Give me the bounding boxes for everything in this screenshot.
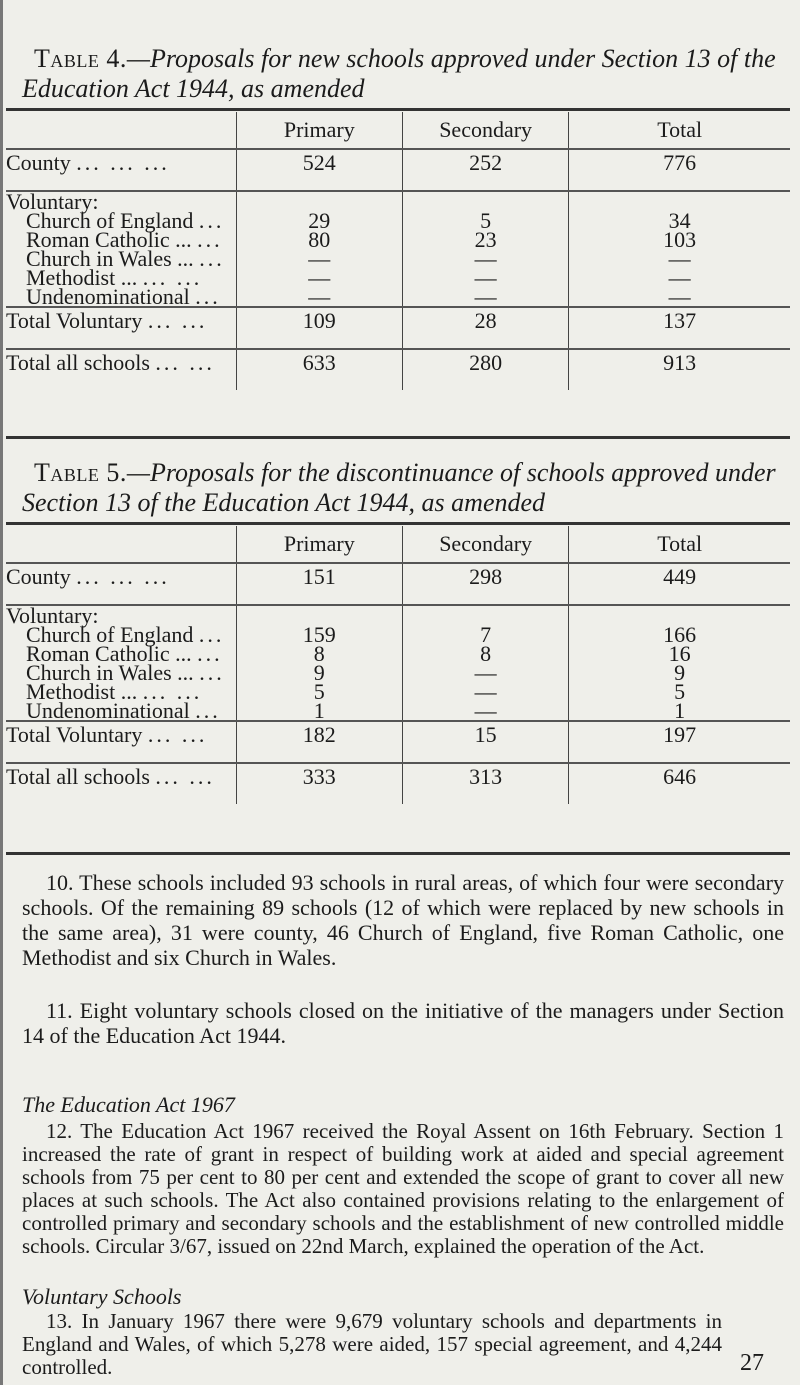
cell-primary: 5 bbox=[313, 679, 325, 704]
cell-primary: 524 bbox=[236, 149, 402, 191]
leader-dots: ... ... ... bbox=[76, 564, 170, 589]
row-label: Roman Catholic ... bbox=[26, 227, 192, 252]
cell-primary: 333 bbox=[236, 763, 402, 804]
table5-row-county bbox=[6, 563, 790, 605]
cell-total: 16 bbox=[668, 641, 691, 666]
table5-row-total-voluntary bbox=[6, 721, 790, 763]
cell-total: 34 bbox=[668, 208, 691, 233]
cell-secondary: — bbox=[474, 246, 497, 271]
cell-secondary: 23 bbox=[474, 227, 497, 252]
table4-bottom-rule bbox=[6, 436, 790, 439]
row-label: Church of England bbox=[26, 622, 194, 647]
table4-header-secondary: Secondary bbox=[402, 112, 568, 149]
voluntary-label: Voluntary: bbox=[6, 603, 99, 628]
cell-total: 197 bbox=[569, 721, 790, 763]
cell-secondary: 252 bbox=[402, 149, 568, 191]
cell-secondary: — bbox=[474, 265, 497, 290]
cell-total: 166 bbox=[663, 622, 697, 647]
cell-primary: 633 bbox=[236, 349, 402, 390]
row-label: Roman Catholic ... bbox=[26, 641, 192, 666]
cell-total: 9 bbox=[674, 660, 686, 685]
row-label: County bbox=[6, 150, 71, 175]
section-heading-education-act: The Education Act 1967 bbox=[22, 1092, 235, 1117]
leader-dots: ... bbox=[195, 698, 221, 723]
leader-dots: ... ... bbox=[147, 308, 208, 333]
row-label: Total Voluntary bbox=[6, 308, 143, 333]
table4-row-total-all bbox=[6, 349, 790, 390]
row-label: Methodist ... bbox=[26, 679, 138, 704]
cell-secondary: 280 bbox=[402, 349, 568, 390]
cell-secondary: — bbox=[474, 284, 497, 309]
cell-primary: — bbox=[308, 284, 331, 309]
table4-title: —Proposals for new schools approved under Section 13 of the Education Act 1944, as amended bbox=[22, 44, 776, 103]
cell-primary: 182 bbox=[236, 721, 402, 763]
cell-total: 646 bbox=[569, 763, 790, 804]
cell-primary: 109 bbox=[236, 307, 402, 349]
voluntary-label: Voluntary: bbox=[6, 189, 99, 214]
paragraph-10: 10. These schools included 93 schools in rural areas, of which four were secondary schools. Of the remaining 89 schools (12 of which were replaced by new schools in the same area), 31 were county, 46 Church of England, five Roman Catholic, one Methodist and six Church in Wales. bbox=[22, 870, 784, 970]
row-label: Total all schools bbox=[6, 350, 150, 375]
table4-header-total: Total bbox=[569, 112, 790, 149]
cell-total: 449 bbox=[569, 563, 790, 605]
cell-total: 1 bbox=[674, 698, 686, 723]
leader-dots: ... bbox=[195, 284, 221, 309]
cell-primary: 8 bbox=[313, 641, 325, 666]
table5-caption bbox=[22, 458, 782, 518]
row-label: Total all schools bbox=[6, 764, 150, 789]
cell-secondary: — bbox=[474, 660, 497, 685]
table4-row-county bbox=[6, 149, 790, 191]
leader-dots: ... ... ... bbox=[76, 150, 170, 175]
table4 bbox=[6, 112, 790, 390]
table5-title: —Proposals for the discontinuance of schools approved under Section 13 of the Education Act 1944, as amended bbox=[22, 458, 776, 517]
leader-dots: ... ... bbox=[155, 350, 215, 375]
cell-total: 5 bbox=[674, 679, 686, 704]
page-edge bbox=[0, 0, 3, 1385]
cell-secondary: 5 bbox=[480, 208, 492, 233]
cell-total: 913 bbox=[569, 349, 790, 390]
table5-row-total-all bbox=[6, 763, 790, 804]
cell-total: — bbox=[668, 284, 691, 309]
cell-primary: 151 bbox=[236, 563, 402, 605]
leader-dots: ... bbox=[199, 660, 225, 685]
cell-secondary: 298 bbox=[402, 563, 568, 605]
table5-header-row bbox=[6, 526, 790, 563]
paragraph-12: 12. The Education Act 1967 received the Royal Assent on 16th February. Section 1 increased the rate of grant in respect of building work at aided and special agreement schools from 75 per cent to 80 per cent and extended the scope of grant to cover all new places at such schools. The Act also contained provisions relating to the enlargement of controlled primary and secondary schools and the establishment of new controlled middle schools. Circular 3/67, issued on 22nd March, explained the operation of the Act. bbox=[22, 1119, 784, 1258]
cell-primary: 1 bbox=[313, 698, 325, 723]
table5-top-rule bbox=[6, 522, 790, 525]
row-label: Undenominational bbox=[26, 698, 190, 723]
table5-header-primary: Primary bbox=[236, 526, 402, 563]
page-number: 27 bbox=[740, 1350, 764, 1376]
cell-primary: — bbox=[308, 246, 331, 271]
paragraph-11: 11. Eight voluntary schools closed on the initiative of the managers under Section 14 of the Education Act 1944. bbox=[22, 998, 784, 1048]
cell-total: 776 bbox=[569, 149, 790, 191]
leader-dots: ... bbox=[199, 246, 225, 271]
table4-header-row bbox=[6, 112, 790, 149]
cell-secondary: — bbox=[474, 679, 497, 704]
leader-dots: ... ... bbox=[155, 764, 215, 789]
row-label: Church in Wales ... bbox=[26, 660, 194, 685]
cell-primary: 80 bbox=[308, 227, 331, 252]
cell-secondary: — bbox=[474, 698, 497, 723]
cell-secondary: 15 bbox=[402, 721, 568, 763]
table5-header-secondary: Secondary bbox=[402, 526, 568, 563]
table5-bottom-rule bbox=[6, 852, 790, 855]
row-label: Church in Wales ... bbox=[26, 246, 194, 271]
table4-caption bbox=[22, 44, 782, 104]
table4-row-voluntary bbox=[6, 191, 790, 307]
leader-dots: ... bbox=[198, 622, 225, 647]
row-label: Church of England bbox=[26, 208, 194, 233]
cell-secondary: 7 bbox=[480, 622, 492, 647]
leader-dots: ... ... bbox=[142, 679, 203, 704]
leader-dots: ... bbox=[197, 227, 223, 252]
cell-secondary: 313 bbox=[402, 763, 568, 804]
table4-row-total-voluntary bbox=[6, 307, 790, 349]
table4-header-primary: Primary bbox=[236, 112, 402, 149]
row-label: Methodist ... bbox=[26, 265, 138, 290]
cell-secondary: 28 bbox=[402, 307, 568, 349]
leader-dots: ... bbox=[198, 208, 225, 233]
section-heading-voluntary-schools: Voluntary Schools bbox=[22, 1284, 182, 1309]
table4-label: Table 4. bbox=[34, 44, 127, 73]
leader-dots: ... ... bbox=[147, 722, 208, 747]
table5-header-total: Total bbox=[569, 526, 790, 563]
row-label: County bbox=[6, 564, 71, 589]
cell-primary: 159 bbox=[302, 622, 336, 647]
cell-primary: 9 bbox=[313, 660, 325, 685]
cell-total: 137 bbox=[569, 307, 790, 349]
cell-primary: — bbox=[308, 265, 331, 290]
cell-total: — bbox=[668, 246, 691, 271]
cell-primary: 29 bbox=[308, 208, 331, 233]
table4-top-rule bbox=[6, 108, 790, 111]
table5-row-voluntary bbox=[6, 605, 790, 721]
leader-dots: ... bbox=[197, 641, 223, 666]
table5-label: Table 5. bbox=[34, 458, 127, 487]
leader-dots: ... ... bbox=[142, 265, 203, 290]
row-label: Total Voluntary bbox=[6, 722, 143, 747]
cell-secondary: 8 bbox=[480, 641, 492, 666]
paragraph-13: 13. In January 1967 there were 9,679 voluntary schools and departments in England and Wales, of which 5,278 were aided, 157 special agreement, and 4,244 controlled. bbox=[22, 1309, 722, 1379]
cell-total: — bbox=[668, 265, 691, 290]
row-label: Undenominational bbox=[26, 284, 190, 309]
cell-total: 103 bbox=[663, 227, 697, 252]
table5 bbox=[6, 526, 790, 804]
